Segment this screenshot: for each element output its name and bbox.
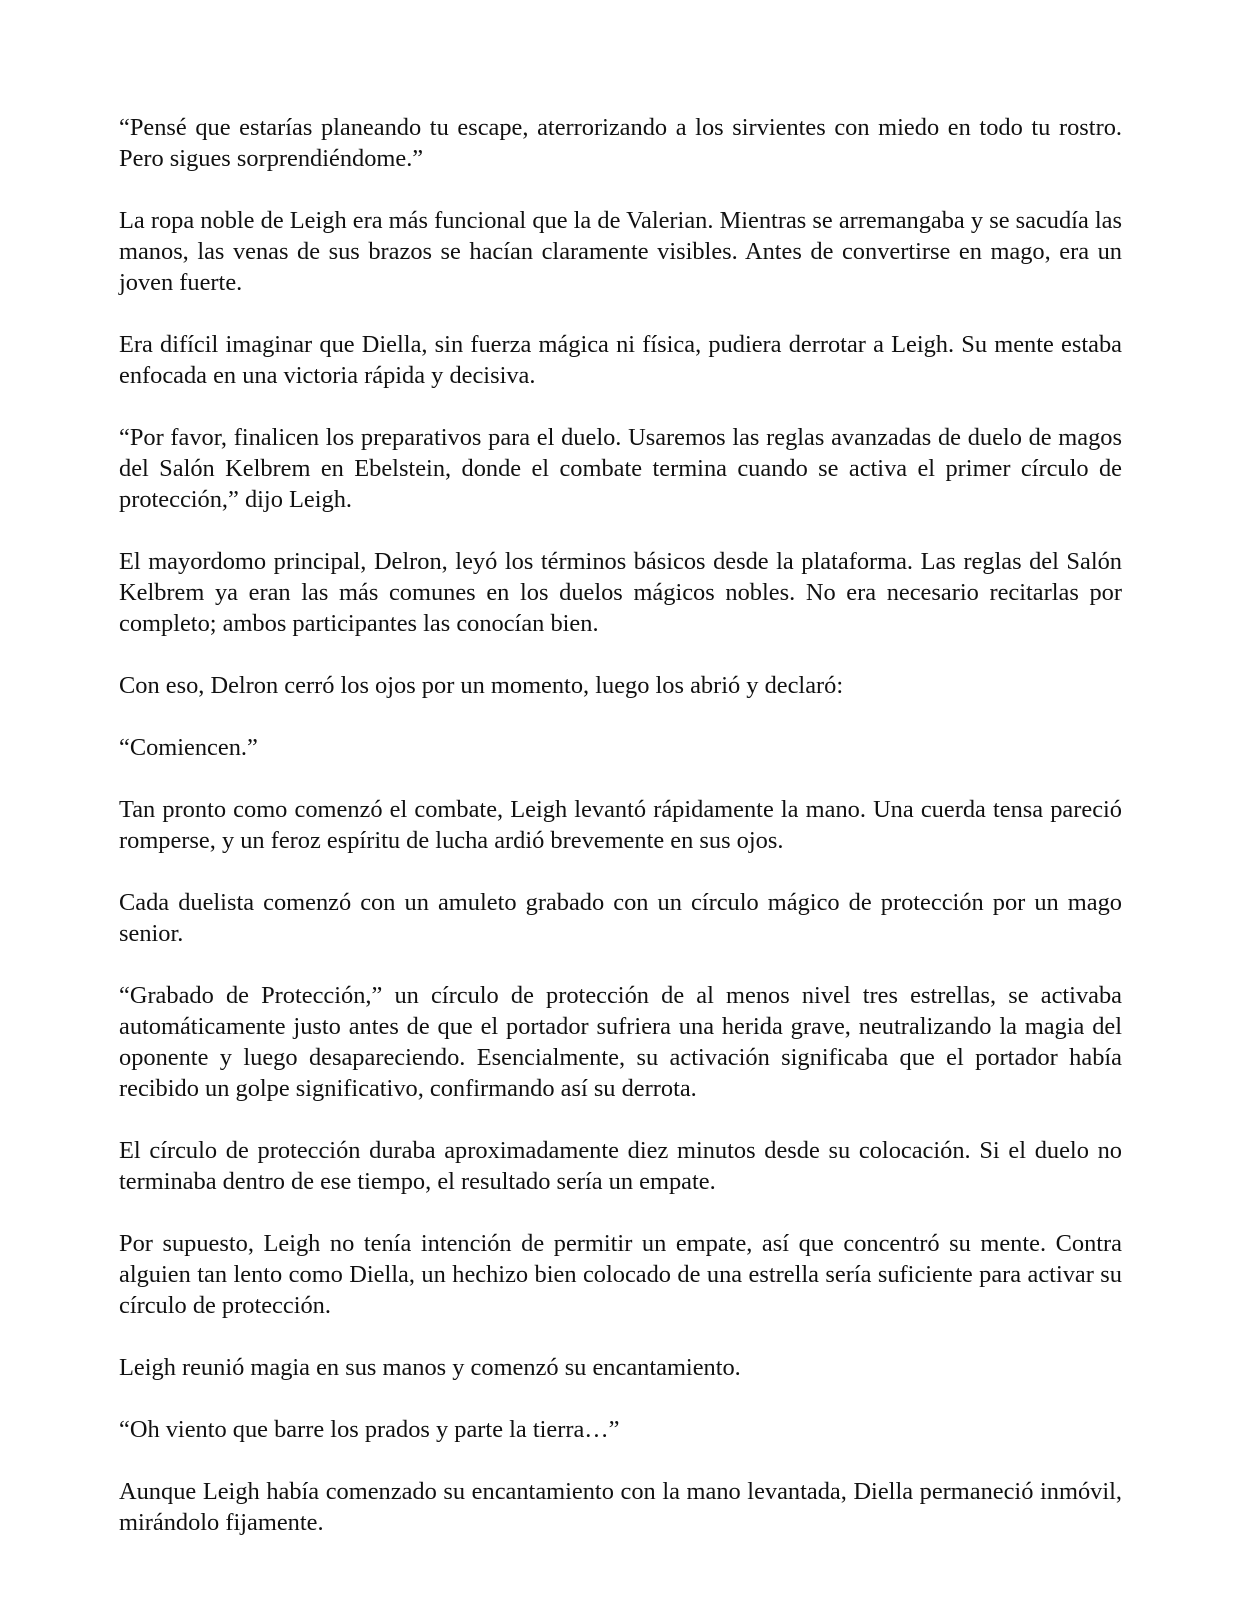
paragraph-4: “Por favor, finalicen los preparativos para el duelo. Usaremos las reglas avanzadas de duelo de magos del Salón Kelbrem en Ebelstein, donde el combate termina cuando se activa el primer círculo de protección,” dijo Leigh.: [119, 424, 1122, 513]
paragraph-14: “Oh viento que barre los prados y parte la tierra…”: [119, 1416, 620, 1443]
paragraph-11: El círculo de protección duraba aproximadamente diez minutos desde su colocación. Si el duelo no terminaba dentro de ese tiempo, el resultado sería un empate.: [119, 1137, 1122, 1195]
paragraph-7: “Comiencen.”: [119, 734, 258, 761]
paragraph-13: Leigh reunió magia en sus manos y comenzó su encantamiento.: [119, 1354, 741, 1381]
paragraph-3: Era difícil imaginar que Diella, sin fuerza mágica ni física, pudiera derrotar a Leigh. Su mente estaba enfocada en una victoria rápida y decisiva.: [119, 331, 1122, 389]
paragraph-1: “Pensé que estarías planeando tu escape, aterrorizando a los sirvientes con miedo en todo tu rostro. Pero sigues sorprendiéndome.”: [119, 114, 1122, 172]
paragraph-6: Con eso, Delron cerró los ojos por un momento, luego los abrió y declaró:: [119, 672, 844, 699]
paragraph-15: Aunque Leigh había comenzado su encantamiento con la mano levantada, Diella permaneció inmóvil, mirándolo fijamente.: [119, 1478, 1122, 1536]
paragraph-2: La ropa noble de Leigh era más funcional que la de Valerian. Mientras se arremangaba y se sacudía las manos, las venas de sus brazos se hacían claramente visibles. Antes de convertirse en mago, era un joven fuerte.: [119, 207, 1122, 296]
paragraph-12: Por supuesto, Leigh no tenía intención de permitir un empate, así que concentró su mente. Contra alguien tan lento como Diella, un hechizo bien colocado de una estrella sería suficiente para activar su círculo de protección.: [119, 1230, 1122, 1319]
paragraph-8: Tan pronto como comenzó el combate, Leigh levantó rápidamente la mano. Una cuerda tensa pareció romperse, y un feroz espíritu de lucha ardió brevemente en sus ojos.: [119, 796, 1122, 854]
paragraph-10: “Grabado de Protección,” un círculo de protección de al menos nivel tres estrellas, se activaba automáticamente justo antes de que el portador sufriera una herida grave, neutralizando la magia del oponente y luego desapareciendo. Esencialmente, su activación significaba que el portador había recibido un golpe significativo, confirmando así su derrota.: [119, 982, 1122, 1102]
paragraph-5: El mayordomo principal, Delron, leyó los términos básicos desde la plataforma. Las reglas del Salón Kelbrem ya eran las más comunes en los duelos mágicos nobles. No era necesario recitarlas por completo; ambos participantes las conocían bien.: [119, 548, 1122, 637]
paragraph-9: Cada duelista comenzó con un amuleto grabado con un círculo mágico de protección por un mago senior.: [119, 889, 1122, 947]
